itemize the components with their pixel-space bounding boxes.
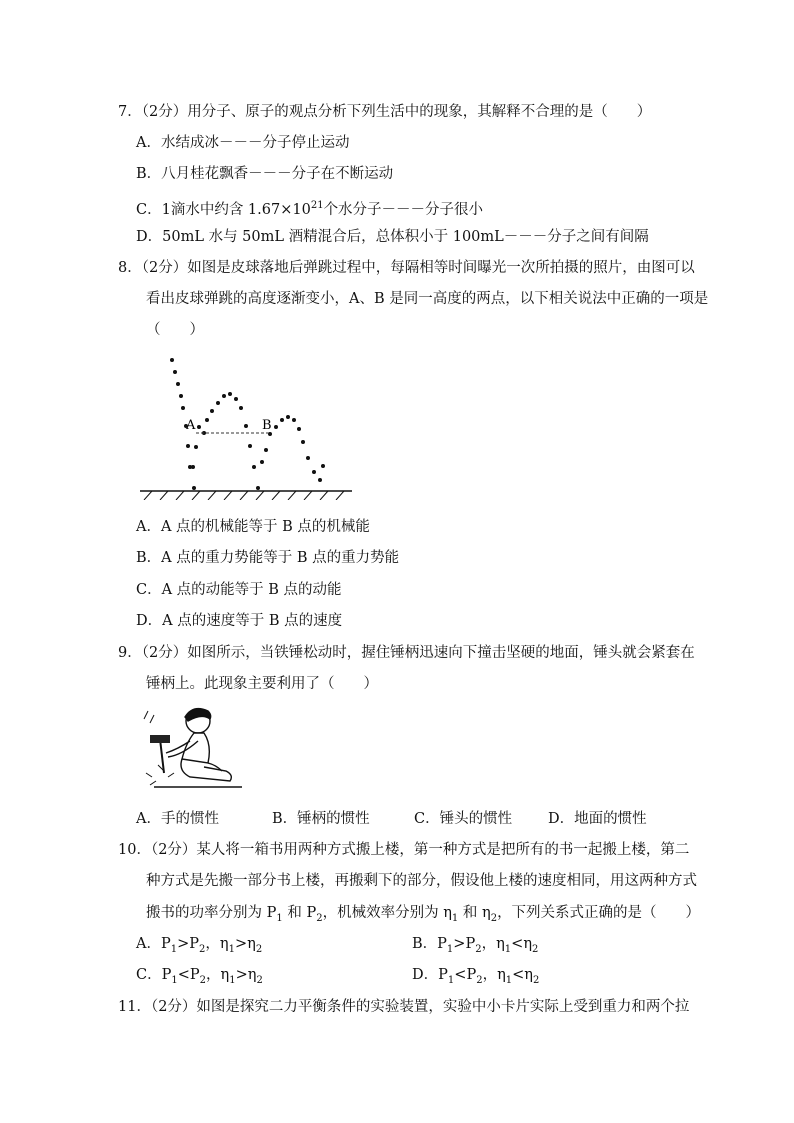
- q10-option-d: D．$P_1<P_2$，$\eta_1<\eta_2$: [412, 967, 540, 986]
- q10-line3-sub-4: 2: [490, 912, 498, 924]
- q9-option-b: B．锤柄的惯性: [272, 811, 370, 827]
- q10-stem-line-1: 10．（2分）某人将一箱书用两种方式搬上楼，第一种方式是把所有的书一起搬上楼，第二: [118, 842, 690, 858]
- q8-option-a: A．A 点的机械能等于 B 点的机械能: [136, 519, 370, 535]
- q10-line3-mid-3: 和 η: [458, 905, 491, 921]
- impact-lines-icon: [144, 711, 174, 785]
- q8-stem-line-3: （ ）: [146, 322, 204, 338]
- q9-stem-line-1: 9．（2分）如图所示，当铁锤松动时，握住锤柄迅速向下撞击坚硬的地面，锤头就会紧套在: [118, 645, 695, 661]
- q10-line3-mid-1: 和 P: [282, 905, 317, 921]
- q7-option-c-exponent: 21: [310, 200, 324, 211]
- q9-option-d: D．地面的惯性: [548, 811, 647, 827]
- point-b-label: B: [262, 418, 272, 433]
- q9-option-c: C．锤头的惯性: [414, 811, 513, 827]
- q10-option-c: C．$P_1<P_2$，$\eta_1>\eta_2$: [136, 967, 263, 986]
- ground-hatching: [144, 491, 344, 500]
- q10-line3-sub-2: 2: [316, 912, 323, 924]
- q7-stem: 7．（2分）用分子、原子的观点分析下列生活中的现象，其解释不合理的是（ ）: [118, 104, 652, 120]
- q7-option-b: B．八月桂花飘香－－－分子在不断运动: [136, 166, 394, 182]
- q10-option-b: B．$P_1>P_2$，$\eta_1<\eta_2$: [412, 936, 539, 955]
- person-drawing: [154, 709, 242, 787]
- q10-line3-mid-2: ，机械效率分别为 η: [322, 905, 452, 921]
- bouncing-ball-figure: [138, 350, 358, 500]
- q10-line3-sub-1: 1: [276, 912, 283, 924]
- q10-stem-line-2: 种方式是先搬一部分书上楼，再搬剩下的部分，假设他上楼的速度相同，用这两种方式: [146, 873, 697, 889]
- q8-option-d: D．A 点的速度等于 B 点的速度: [136, 613, 343, 629]
- q8-stem-line-2: 看出皮球弹跳的高度逐渐变小，A、B 是同一高度的两点，以下相关说法中正确的一项是: [146, 291, 709, 307]
- q9-option-a: A．手的惯性: [136, 811, 219, 827]
- q10-option-a: A．$P_1>P_2$，$\eta_1>\eta_2$: [136, 936, 263, 955]
- q8-option-c: C．A 点的动能等于 B 点的动能: [136, 582, 342, 598]
- q7-option-c: [136, 196, 483, 220]
- q10-line3-post: ，下列关系式正确的是（ ）: [497, 905, 701, 921]
- q7-option-d: D．50mL 水与 50mL 酒精混合后，总体积小于 100mL－－－分子之间有间隔: [136, 229, 649, 245]
- q11-stem: 11．（2分）如图是探究二力平衡条件的实验装置，实验中小卡片实际上受到重力和两个拉: [118, 999, 690, 1015]
- point-a-label: A: [186, 418, 196, 433]
- q10-stem-line-3: [146, 903, 700, 929]
- hammer-person-figure: [138, 705, 248, 793]
- q10-line3-sub-3: 1: [451, 912, 459, 924]
- q8-stem-line-1: 8．（2分）如图是皮球落地后弹跳过程中，每隔相等时间曝光一次所拍摄的照片，由图可以: [118, 260, 695, 276]
- q7-option-a: A．水结成冰－－－分子停止运动: [136, 135, 350, 151]
- q9-stem-line-2: 锤柄上。此现象主要利用了（ ）: [146, 676, 378, 692]
- q10-line3-pre: 搬书的功率分别为 P: [146, 905, 277, 921]
- q7-option-c-text: C．1滴水中约含 1.67×10: [136, 201, 311, 218]
- q8-option-b: B．A 点的重力势能等于 B 点的重力势能: [136, 550, 400, 566]
- q7-option-c-tail: 个水分子－－－分子很小: [323, 201, 484, 218]
